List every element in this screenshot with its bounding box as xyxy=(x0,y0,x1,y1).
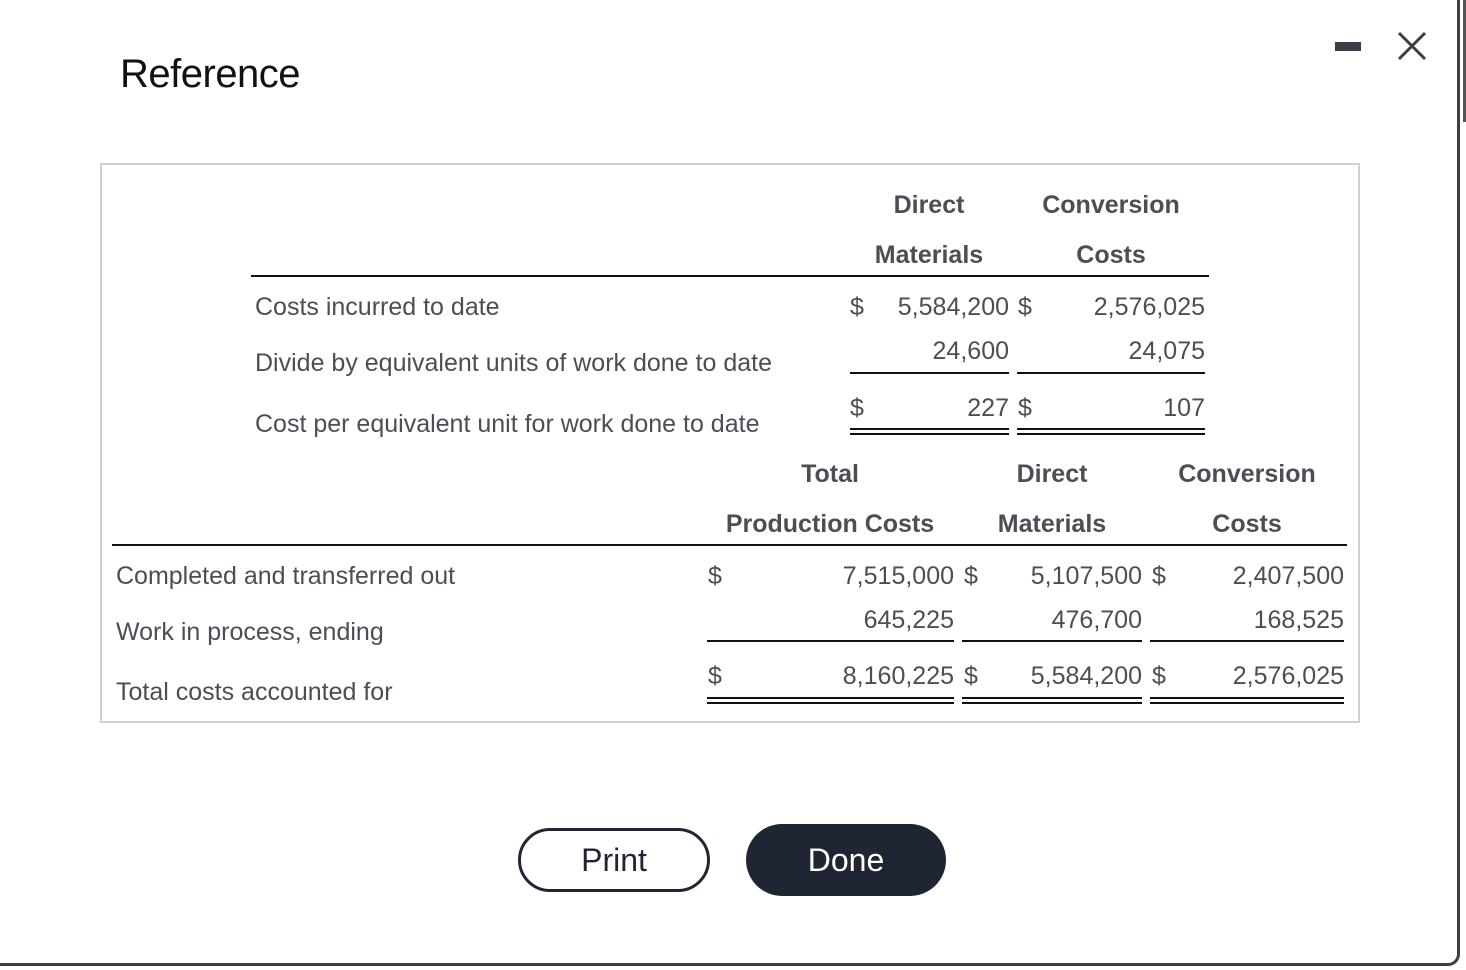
header-total-production-line2: Production Costs xyxy=(725,510,935,538)
minimize-icon[interactable] xyxy=(1335,42,1361,51)
tp-wip-value: 645,225 xyxy=(863,606,954,634)
cc-total-double-rule xyxy=(1017,428,1205,435)
header-direct-materials-line1: Direct xyxy=(1016,460,1088,488)
cc-dollar-sign: $ xyxy=(1018,394,1032,422)
dm-dollar-sign: $ xyxy=(850,293,864,321)
header-rule xyxy=(251,275,1209,277)
tp-dollar-sign: $ xyxy=(708,562,722,590)
dm-subtotal-rule xyxy=(962,640,1142,642)
header-conversion-costs-line2: Costs xyxy=(1076,241,1146,269)
cc-dollar-sign: $ xyxy=(1152,662,1166,690)
cc-dollar-sign: $ xyxy=(1152,562,1166,590)
dm-subtotal-rule xyxy=(850,372,1009,374)
cc-subtotal-rule xyxy=(1017,372,1205,374)
header-conversion-costs-line1: Conversion xyxy=(1178,460,1316,488)
print-button[interactable]: Print xyxy=(518,828,710,892)
header-total-production-line1: Total xyxy=(801,460,859,488)
tp-subtotal-rule xyxy=(707,640,954,642)
tp-total-value: 8,160,225 xyxy=(842,662,954,690)
cc-dollar-sign: $ xyxy=(1018,293,1032,321)
header-direct-materials-line2: Materials xyxy=(997,510,1107,538)
header-conversion-costs-line2: Costs xyxy=(1212,510,1282,538)
row-label-total-costs: Total costs accounted for xyxy=(116,678,393,706)
dm-equivalent-units-value: 24,600 xyxy=(932,337,1009,365)
cc-equivalent-units-value: 24,075 xyxy=(1128,337,1205,365)
cc-wip-value: 168,525 xyxy=(1253,606,1344,634)
cc-total-value: 2,576,025 xyxy=(1232,662,1344,690)
tp-total-double-rule xyxy=(707,697,954,704)
dm-total-double-rule xyxy=(850,428,1009,435)
done-button[interactable]: Done xyxy=(746,824,946,896)
dm-completed-value: 5,107,500 xyxy=(1030,562,1142,590)
row-label-completed-transferred: Completed and transferred out xyxy=(116,562,456,590)
dm-dollar-sign: $ xyxy=(964,562,978,590)
header-direct-materials-line2: Materials xyxy=(874,241,984,269)
cc-completed-value: 2,407,500 xyxy=(1232,562,1344,590)
dm-dollar-sign: $ xyxy=(964,662,978,690)
dm-dollar-sign: $ xyxy=(850,394,864,422)
header-conversion-costs-line1: Conversion xyxy=(1042,191,1180,219)
tp-completed-value: 7,515,000 xyxy=(842,562,954,590)
dm-wip-value: 476,700 xyxy=(1051,606,1142,634)
row-label-divide-equivalent-units: Divide by equivalent units of work done to date xyxy=(255,349,772,377)
row-label-cost-per-unit: Cost per equivalent unit for work done to date xyxy=(255,410,760,438)
cc-cost-per-unit-value: 107 xyxy=(1163,394,1205,422)
tp-dollar-sign: $ xyxy=(708,662,722,690)
dialog-title: Reference xyxy=(120,52,301,96)
header-rule xyxy=(112,544,1347,546)
close-icon[interactable] xyxy=(1392,26,1432,66)
row-label-work-in-process: Work in process, ending xyxy=(116,618,384,646)
dm-costs-incurred-value: 5,584,200 xyxy=(897,293,1009,321)
cc-total-double-rule xyxy=(1150,697,1344,704)
cc-subtotal-rule xyxy=(1150,640,1344,642)
cc-costs-incurred-value: 2,576,025 xyxy=(1093,293,1205,321)
dm-total-value: 5,584,200 xyxy=(1030,662,1142,690)
dm-total-double-rule xyxy=(962,697,1142,704)
dm-cost-per-unit-value: 227 xyxy=(967,394,1009,422)
row-label-costs-incurred: Costs incurred to date xyxy=(255,293,500,321)
header-direct-materials-line1: Direct xyxy=(893,191,965,219)
